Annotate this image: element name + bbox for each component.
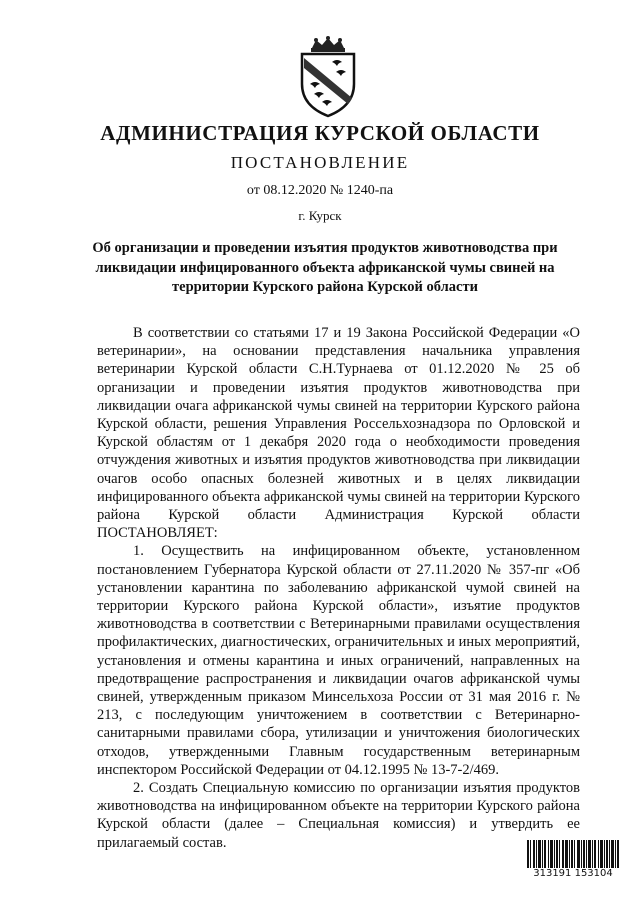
item-1-paragraph: 1. Осуществить на инфицированном объекте, установленном постановлением Губернатора Курской области от 27.11.2020 № 357-пг «Об установлении карантина по заболеванию африканской чумой свиней на территории Курского района Курской области», изъятие продуктов животноводства в соответствии с Ветеринарными правилами осуществления профилактических, диагностических, ограничительных и иных мероприятий, установления и отмены карантина и иных ограничений, направленных на предотвращение распространения и ликвидации очагов африканской чумы свиней, утвержденным приказом Минсельхоза России от 31 мая 2016 г. № 213, с последующим уничтожением в соответствии с Ветеринарно-санитарными правилами сбора, утилизации и уничтожения биологических отходов, утвержденными Главным государственным ветеринарным инспектором Российской Федерации от 04.12.1995 № 13-7-2/469. [97, 543, 580, 778]
kursk-coat-of-arms-icon [292, 36, 364, 118]
document-city: г. Курск [298, 208, 342, 223]
item-2-paragraph: 2. Создать Специальную комиссию по организации изъятия продуктов животноводства на инфицированном объекте на территории Курского района Курской области (далее – Специальная комиссия) и утвердить ее прилагаемый состав. [97, 780, 580, 851]
organization-name: АДМИНИСТРАЦИЯ КУРСКОЙ ОБЛАСТИ [100, 121, 540, 145]
document-title: Об организации и проведении изъятия продуктов животноводства при ликвидации инфицированного объекта африканской чумы свиней на территории Курского района Курской области [92, 240, 558, 295]
document-type: ПОСТАНОВЛЕНИЕ [230, 153, 410, 172]
preamble-paragraph: В соответствии со статьями 17 и 19 Закона Российской Федерации «О ветеринарии», на основании представления начальника управления ветеринарии Курской области С.Н.Турнаева от 01.12.2020 № 25 об организации и проведении изъятия продуктов животноводства при ликвидации очага африканской чумы свиней на территории Курского района Курской области, решения Управления Россельхознадзора по Орловской и Курской областям от 1 декабря 2020 года о необходимости проведения отчуждения животных и изъятия продуктов животноводства при ликвидации очагов особо опасных болезней животных и в целях ликвидации инфицированного объекта африканской чумы свиней на территории Курского района Курской области Администрация Курской области ПОСТАНОВЛЯЕТ: [97, 325, 580, 542]
document-body [97, 324, 580, 852]
document-number: от 08.12.2020 № 1240-па [246, 183, 394, 198]
barcode-number: 313191 153104 [527, 868, 619, 880]
